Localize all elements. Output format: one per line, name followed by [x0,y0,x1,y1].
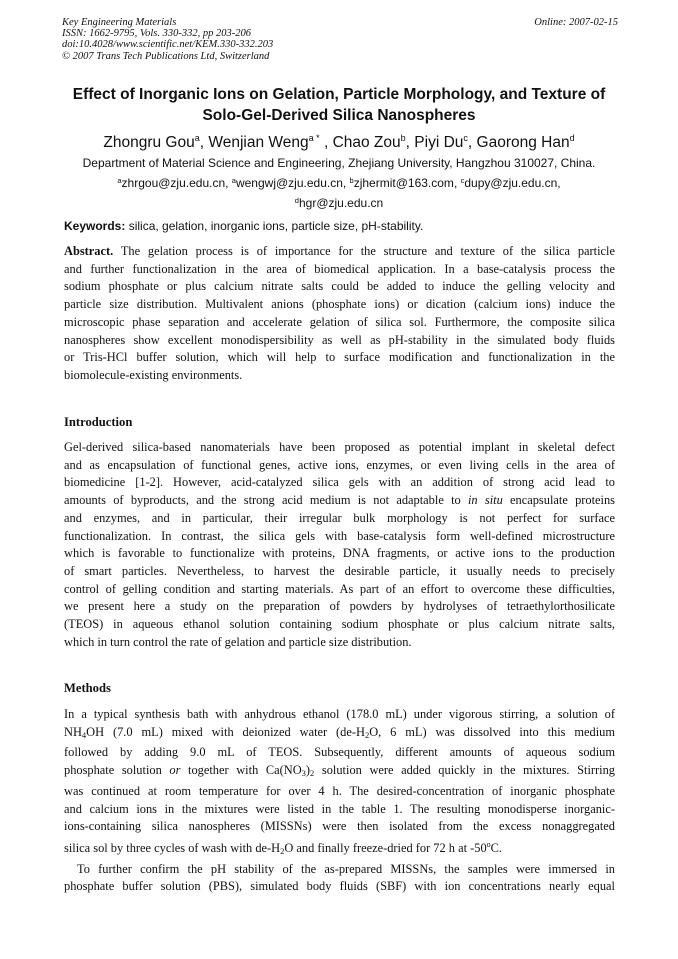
intro-line: we present here a study on the preparation of powders by hydrolyses of tetraethylorthosilicate [64,599,615,614]
intro-line: which in turn control the rate of gelation and particle size distribution. [64,634,412,649]
introduction-text [64,439,615,651]
email-list-last [40,192,638,212]
abstract-line: nanospheres show excellent monodispersibility as well as pH-stability in the simulated body fluids [64,332,615,347]
paper-title [40,84,638,126]
methods-line: ions-containing silica nanospheres (MISSNs) were then isolated from the excess nonaggregated [64,819,615,834]
intro-line: and as encapsulation of functional genes, active ions, enzymes, or even living cells in the area of [64,457,615,472]
intro-line: functionalization. In contrast, the silica gels with base-catalysis form well-defined microstructure [64,528,615,543]
in-situ-italic: in situ [467,493,503,508]
online-date: Online: 2007-02-15 [534,17,618,28]
intro-line: (TEOS) in aqueous ethanol solution containing sodium phosphate or plus calcium nitrate salts, [64,617,615,632]
abstract-line: particle size distribution. Multivalent anions (phosphate ions) or dication (calcium ions) induce the [64,297,615,312]
methods-line: silica sol by three cycles of wash with $de-H_2O$ and finally freeze-dried for 72 h at -50$^o$C. [64,839,503,856]
intro-line: biomedicine [1-2]. However, acid-catalyzed silica gels with an addition of strong acid lead to [64,475,615,490]
title-line-2: Solo-Gel-Derived Silica Nanospheres [202,107,476,124]
methods-heading: Methods [64,681,111,695]
methods-line: and calcium ions in the mixtures were listed in the table 1. The resulting monodisperse inorganic- [64,801,615,816]
journal-name: Key Engineering Materials [62,17,177,28]
abstract-line: Abstract. The gelation process is of importance for the structure and texture of the silica particle [64,244,615,258]
doi-line: doi:10.4028/www.scientific.net/KEM.330-332.203 [62,39,274,51]
email: $^a$wengwj@zju.edu.cn, [231,176,350,190]
author-list [40,128,638,153]
copyright-line: © 2007 Trans Tech Publications Ltd, Switzerland [62,50,270,62]
abstract-line: microscopic phase separation and accelerate gelation of silica sol. Furthermore, the composite silica [64,314,615,329]
intro-line: which is favorable to functionalize with proteins, DNA fragments, or active ions to the production [64,546,615,561]
intro-line: control of gelling condition and starting materials. As part of an effort to overcome these difficulties, [64,581,615,596]
author: Wenjian Weng$^{a *}$ , [208,133,333,151]
abstract-line: or Tris-HCl buffer solution, which will help to surface modification and functionalization in the [64,350,615,365]
introduction-heading: Introduction [64,415,133,429]
methods-line: was continued at room temperature for over 4 h. The desired-concentration of inorganic phosphate [64,783,615,798]
journal-header [62,17,618,62]
author: Piyi Du$^c$, [414,133,477,151]
abstract-line: biomolecule-existing environments. [64,367,243,382]
email: $^c$dupy@zju.edu.cn, [460,176,561,190]
methods-line: $NH_4OH$ (7.0 mL) mixed with deionized water ($de-H_2O$, 6 mL) was dissolved into this medium [64,724,616,740]
keywords-text: silica, gelation, inorganic ions, particle size, pH-stability. [128,219,424,233]
abstract-label: Abstract. [64,244,114,258]
issn-line: ISSN: 1662-9795, Vols. 330-332, pp 203-206 [62,28,251,40]
department: Department of Material Science and Engineering, Zhejiang University, Hangzhou 310027, China. [82,156,596,170]
intro-line: of smart particles. Nevertheless, to harvest the desirable particle, it usually needs to precisely [64,563,615,578]
methods-line: In a typical synthesis bath with anhydrous ethanol (178.0 mL) under vigorous stirring, a solution of [64,707,615,721]
email: $^b$zjhermit@163.com, [349,176,461,190]
intro-line: Gel-derived silica-based nanomaterials have been proposed as potential implant in skeletal defect [64,440,615,454]
title-line-1: Effect of Inorganic Ions on Gelation, Particle Morphology, and Texture of [72,86,606,103]
abstract-line: sodium phosphate or plus calcium nitrate salts could be added to induce the gelling velocity and [64,279,615,294]
methods-line: phosphate solution or together with $Ca(NO_3)_2$ solution were added quickly in the mixtures. Stirring [64,763,615,779]
methods-line: followed by adding 9.0 mL of TEOS. Subsequently, different amounts of aqueous sodium [64,745,615,760]
email: $^a$zhrgou@zju.edu.cn, [117,176,232,190]
email: $^d$hgr@zju.edu.cn [294,196,384,210]
keywords [64,219,616,234]
affiliation [40,155,638,212]
author: Chao Zou$^b$, [332,133,415,151]
abstract-line: and further functionalization in the area of biomedical application. In a base-catalysis process the [64,261,615,276]
intro-line: and enzymes, and in particular, their irregular bulk morphology is not perfect for surface [64,510,615,525]
intro-line: amounts of byproducts, and the strong acid medium is not adaptable to in situ encapsulate proteins [64,493,616,508]
author: Zhongru Gou$^a$, [103,133,209,151]
author: Gaorong Han$^d$ [476,133,575,151]
abstract [64,243,615,385]
methods-text [64,706,615,896]
keywords-label: Keywords: [64,219,126,233]
methods-line: To further confirm the pH stability of the as-prepared MISSNs, the samples were immersed in [77,861,615,876]
email-list [40,172,638,192]
methods-line: phosphate buffer solution (PBS), simulated body fluids (SBF) with ion concentrations nearly equal [64,879,615,894]
